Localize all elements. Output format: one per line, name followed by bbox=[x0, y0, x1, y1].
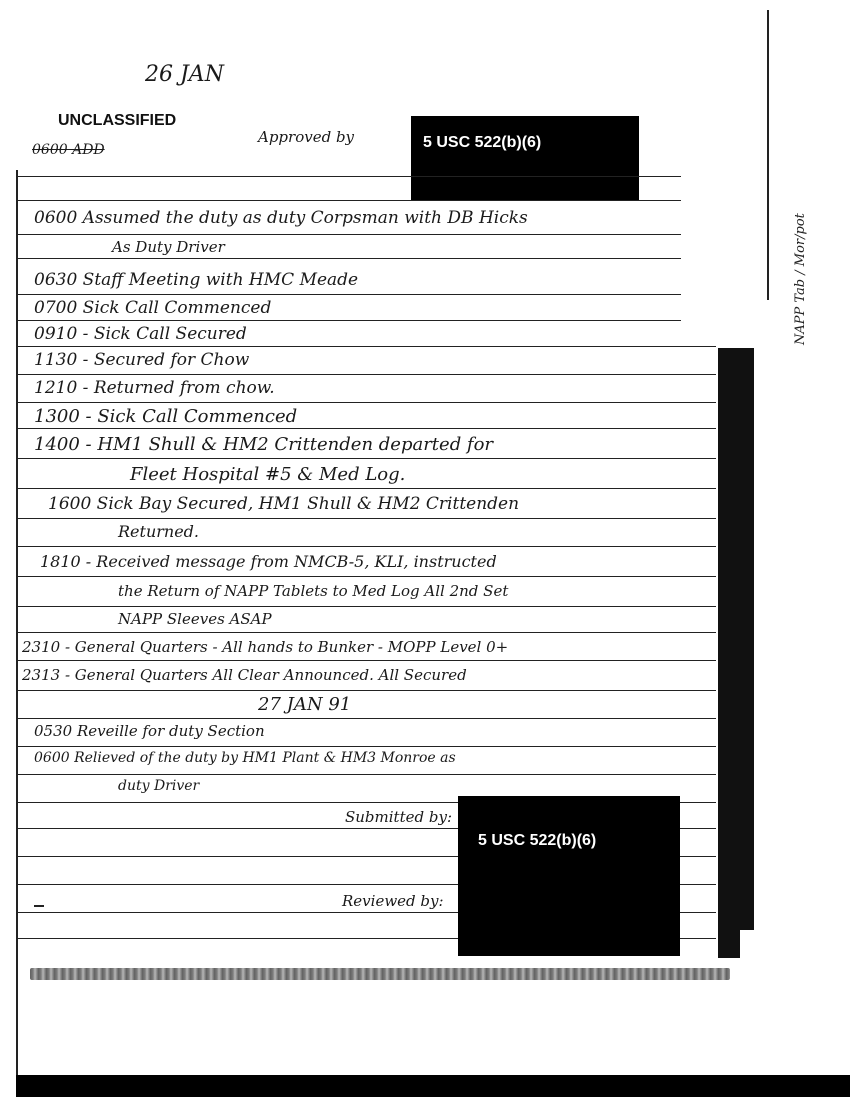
rule-20 bbox=[16, 746, 716, 747]
rule-5 bbox=[16, 320, 681, 321]
bottom-border bbox=[16, 1075, 850, 1097]
dash-mark bbox=[34, 905, 44, 907]
log-entry: 1300 - Sick Call Commenced bbox=[34, 406, 298, 427]
reviewed-by-label: Reviewed by: bbox=[342, 892, 444, 910]
rule-14 bbox=[16, 576, 716, 577]
log-entry: the Return of NAPP Tablets to Med Log All 2nd Set bbox=[118, 582, 509, 600]
rule-6 bbox=[16, 346, 716, 347]
rule-11 bbox=[16, 488, 716, 489]
rule-10 bbox=[16, 458, 716, 459]
rule-15 bbox=[16, 606, 716, 607]
log-entry: Fleet Hospital #5 & Med Log. bbox=[130, 464, 406, 485]
rule-12 bbox=[16, 518, 716, 519]
rule-4 bbox=[16, 294, 681, 295]
log-entry: 1210 - Returned from chow. bbox=[34, 378, 275, 398]
log-entry: 0700 Sick Call Commenced bbox=[34, 298, 272, 318]
redaction-bottom-label: 5 USC 522(b)(6) bbox=[478, 832, 597, 849]
log-entry: 2313 - General Quarters All Clear Announced. All Secured bbox=[22, 666, 467, 684]
redaction-top bbox=[411, 116, 639, 200]
log-entry: 0910 - Sick Call Secured bbox=[34, 324, 247, 344]
rule-0 bbox=[16, 176, 681, 177]
right-border-top bbox=[767, 10, 769, 300]
rule-21 bbox=[16, 774, 716, 775]
redaction-top-label: 5 USC 522(b)(6) bbox=[423, 134, 542, 151]
log-entry: As Duty Driver bbox=[112, 238, 225, 256]
log-entry: 0530 Reveille for duty Section bbox=[34, 722, 265, 740]
log-entry: NAPP Sleeves ASAP bbox=[118, 610, 272, 628]
rule-8 bbox=[16, 402, 716, 403]
rule-2 bbox=[16, 234, 681, 235]
log-entry: 1810 - Received message from NMCB-5, KLI, instructed bbox=[40, 552, 497, 571]
date-top: 26 JAN bbox=[145, 62, 224, 87]
rule-18 bbox=[16, 690, 716, 691]
rule-13 bbox=[16, 546, 716, 547]
log-entry: 1130 - Secured for Chow bbox=[34, 350, 250, 370]
right-edge-shadow bbox=[718, 348, 754, 958]
rule-9 bbox=[16, 428, 716, 429]
rule-7 bbox=[16, 374, 716, 375]
redaction-bottom bbox=[458, 796, 680, 956]
log-entry: 0630 Staff Meeting with HMC Meade bbox=[34, 270, 359, 290]
log-entry: 2310 - General Quarters - All hands to Bunker - MOPP Level 0+ bbox=[22, 638, 509, 656]
log-entry: 0600 Assumed the duty as duty Corpsman with DB Hicks bbox=[34, 208, 528, 228]
classification-label: UNCLASSIFIED bbox=[58, 112, 177, 129]
log-entry: duty Driver bbox=[118, 778, 200, 794]
log-date: 27 JAN 91 bbox=[258, 694, 352, 715]
rule-1 bbox=[16, 200, 681, 201]
rule-3 bbox=[16, 258, 681, 259]
doc-code: 0600 ADD bbox=[32, 142, 105, 158]
submitted-by-label: Submitted by: bbox=[345, 808, 452, 826]
right-edge-shadow-low bbox=[740, 930, 850, 1075]
log-entry: 0600 Relieved of the duty by HM1 Plant & HM3 Monroe as bbox=[34, 750, 456, 766]
log-entry: 1400 - HM1 Shull & HM2 Crittenden departed for bbox=[34, 434, 494, 455]
side-note: NAPP Tab / Mor/pot bbox=[793, 213, 808, 345]
rule-19 bbox=[16, 718, 716, 719]
torn-edge bbox=[30, 968, 730, 980]
log-entry: Returned. bbox=[118, 522, 199, 541]
rule-16 bbox=[16, 632, 716, 633]
approved-by-label: Approved by bbox=[258, 128, 355, 146]
log-entry: 1600 Sick Bay Secured, HM1 Shull & HM2 Crittenden bbox=[48, 494, 520, 514]
rule-17 bbox=[16, 660, 716, 661]
